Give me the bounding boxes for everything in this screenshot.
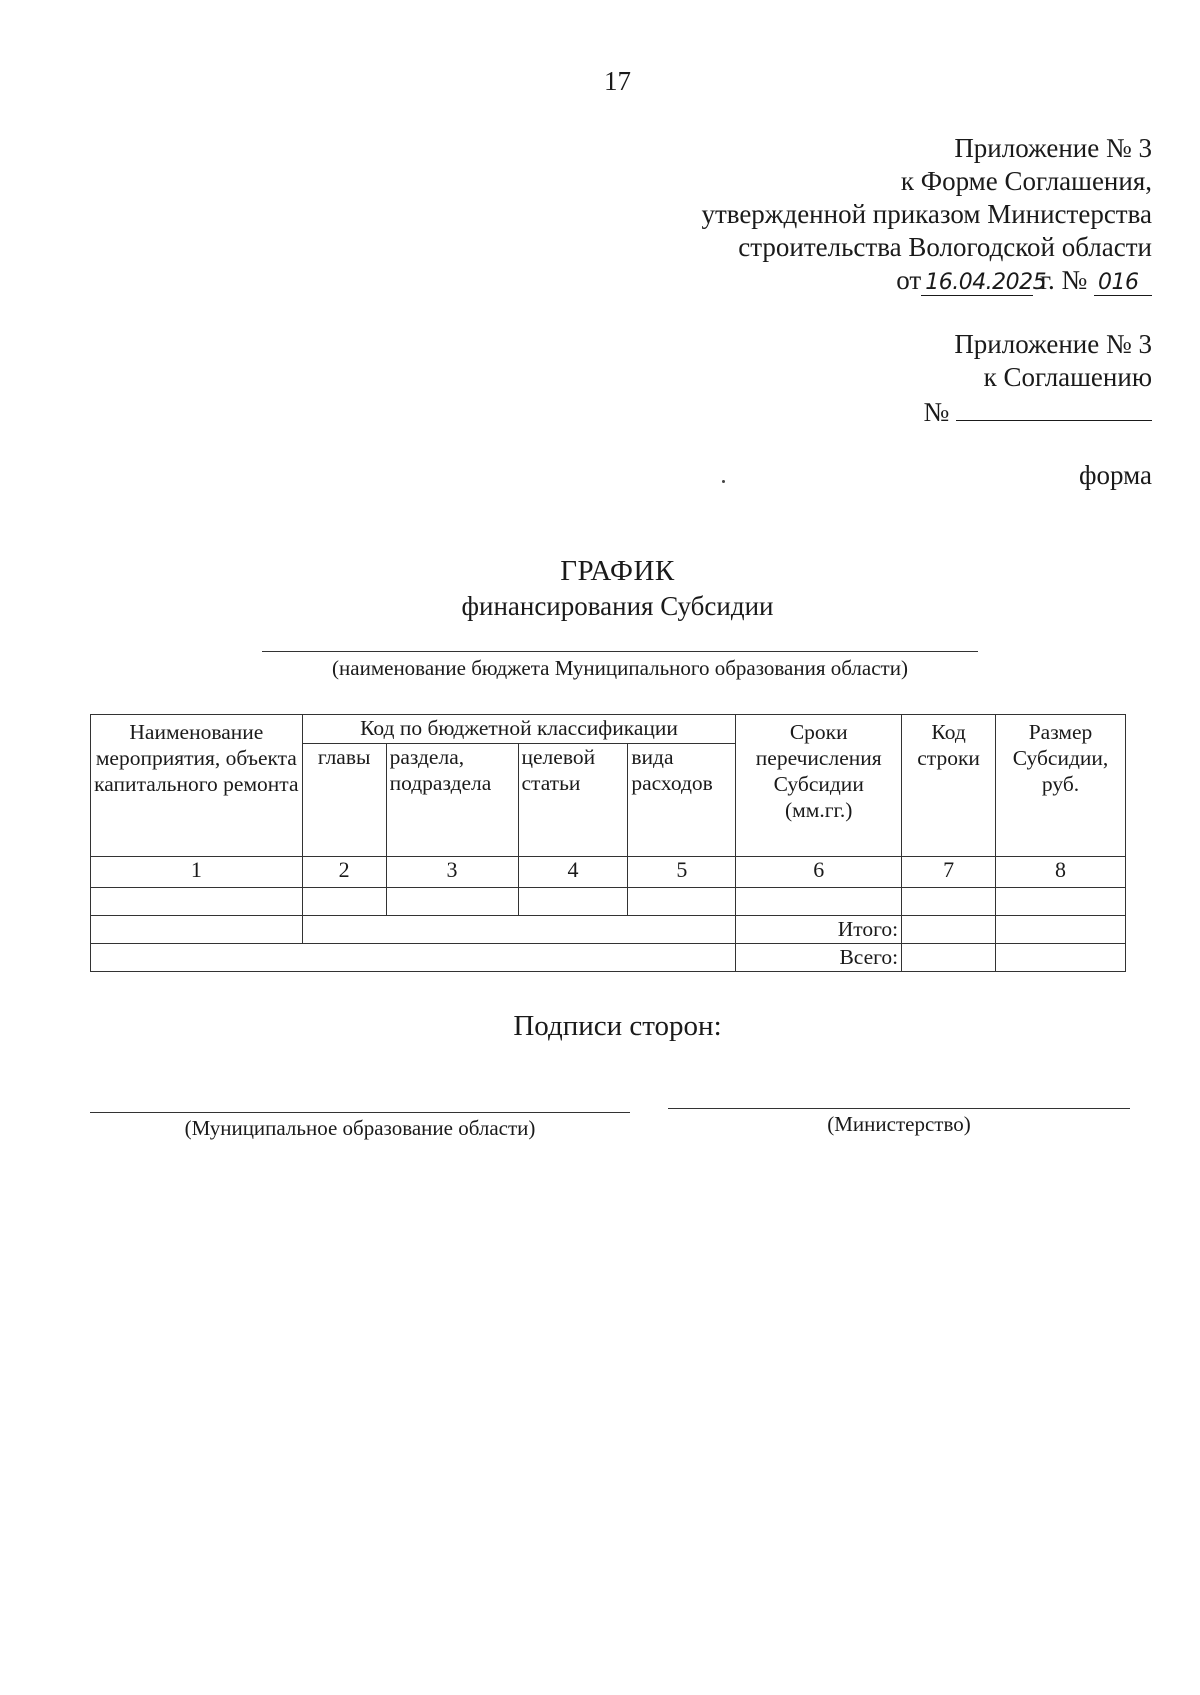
left-signature-caption: (Муниципальное образование области) [184, 1116, 536, 1140]
page-number: 17 [604, 66, 631, 96]
document-title: ГРАФИК [560, 555, 675, 587]
header-kod-stroki: Код строки [902, 715, 996, 857]
table-cell [902, 888, 996, 916]
header-budget-code-group: Код по бюджетной классификации [302, 715, 736, 744]
header-name: Наименование мероприятия, объекта капитального ремонта [91, 715, 303, 857]
appendix-form-line3: утвержденной приказом Министерства [701, 199, 1152, 229]
table-header-row [91, 715, 1126, 744]
column-number: 3 [386, 857, 518, 888]
appendix-form-line2: к Форме Соглашения, [900, 166, 1152, 196]
budget-name-caption: (наименование бюджета Муниципального образования области) [332, 656, 908, 680]
handwritten-date: 16.04.2025 [921, 271, 1033, 296]
right-signature-line [668, 1108, 1130, 1109]
column-number: 4 [518, 857, 628, 888]
appendix-form-line1: Приложение № 3 [954, 133, 1152, 163]
appendix-agreement-block [923, 328, 1152, 429]
table-cell [302, 888, 386, 916]
header-tselevoy: целевой статьи [518, 744, 628, 857]
date-prefix: от [896, 265, 922, 295]
left-signature-line [90, 1112, 630, 1113]
column-number: 7 [902, 857, 996, 888]
itogo-label: Итого: [736, 916, 902, 944]
column-number: 5 [628, 857, 736, 888]
table-cell [518, 888, 628, 916]
stray-dot [722, 480, 725, 483]
column-number: 2 [302, 857, 386, 888]
header-sroki: Сроки перечисления Субсидии (мм.гг.) [736, 715, 902, 857]
vsego-row [91, 944, 1126, 972]
agreement-number-prefix: № [923, 397, 950, 427]
table-cell [996, 888, 1126, 916]
appendix-agreement-line1: Приложение № 3 [954, 329, 1152, 359]
header-razdela: раздела, подраздела [386, 744, 518, 857]
financing-schedule-table [90, 714, 1126, 972]
table-cell [736, 888, 902, 916]
column-number: 1 [91, 857, 303, 888]
table-cell [91, 888, 303, 916]
table-cell [902, 944, 996, 972]
handwritten-order-number: 016 [1094, 271, 1152, 296]
table-row [91, 888, 1126, 916]
table-cell [996, 944, 1126, 972]
agreement-number-blank [956, 394, 1152, 421]
appendix-agreement-line2: к Соглашению [983, 362, 1152, 392]
vsego-label: Всего: [736, 944, 902, 972]
appendix-form-line4: строительства Вологодской области [738, 232, 1152, 262]
appendix-form-block [701, 132, 1152, 297]
itogo-row [91, 916, 1126, 944]
table-cell [302, 916, 736, 944]
column-number: 8 [996, 857, 1126, 888]
form-label: форма [1079, 460, 1152, 490]
table-cell [91, 944, 736, 972]
year-number-label: г. № [1039, 265, 1088, 295]
table-cell [386, 888, 518, 916]
right-signature-caption: (Министерство) [827, 1112, 971, 1136]
table-cell [902, 916, 996, 944]
document-subtitle: финансирования Субсидии [461, 591, 774, 621]
table-cell [996, 916, 1126, 944]
header-glavy: главы [302, 744, 386, 857]
agreement-number-line [923, 394, 1152, 429]
column-number: 6 [736, 857, 902, 888]
table-cell [91, 916, 303, 944]
header-razmer: Размер Субсидии, руб. [996, 715, 1126, 857]
header-vida: вида расходов [628, 744, 736, 857]
appendix-form-date-line [701, 264, 1152, 297]
signatures-title: Подписи сторон: [513, 1010, 722, 1042]
budget-name-line [262, 651, 978, 652]
column-number-row [91, 857, 1126, 888]
table-cell [628, 888, 736, 916]
